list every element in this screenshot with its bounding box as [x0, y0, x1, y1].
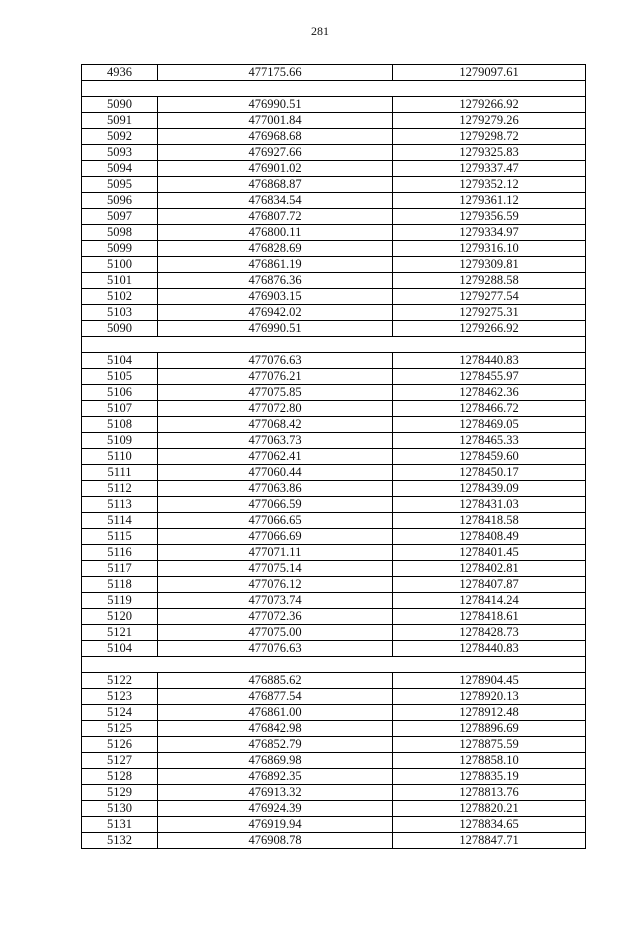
block-separator-row — [82, 337, 586, 353]
point-id-cell: 5101 — [82, 273, 158, 289]
point-id-cell: 5125 — [82, 721, 158, 737]
y-coordinate-cell: 1278462.36 — [393, 385, 586, 401]
x-coordinate-cell: 477066.69 — [158, 529, 393, 545]
point-id-cell: 5092 — [82, 129, 158, 145]
x-coordinate-cell: 476908.78 — [158, 833, 393, 849]
x-coordinate-cell: 477073.74 — [158, 593, 393, 609]
table-row — [82, 193, 586, 209]
y-coordinate-cell: 1278402.81 — [393, 561, 586, 577]
table-row — [82, 817, 586, 833]
table-row — [82, 785, 586, 801]
x-coordinate-cell: 476919.94 — [158, 817, 393, 833]
y-coordinate-cell: 1278401.45 — [393, 545, 586, 561]
y-coordinate-cell: 1278414.24 — [393, 593, 586, 609]
y-coordinate-cell: 1278418.58 — [393, 513, 586, 529]
y-coordinate-cell: 1278835.19 — [393, 769, 586, 785]
x-coordinate-cell: 477072.80 — [158, 401, 393, 417]
table-row — [82, 401, 586, 417]
table-row — [82, 561, 586, 577]
point-id-cell: 5090 — [82, 97, 158, 113]
point-id-cell: 5130 — [82, 801, 158, 817]
table-row — [82, 433, 586, 449]
y-coordinate-cell: 1278440.83 — [393, 353, 586, 369]
x-coordinate-cell: 476877.54 — [158, 689, 393, 705]
x-coordinate-cell: 476927.66 — [158, 145, 393, 161]
x-coordinate-cell: 477062.41 — [158, 449, 393, 465]
y-coordinate-cell: 1279337.47 — [393, 161, 586, 177]
point-id-cell: 5100 — [82, 257, 158, 273]
y-coordinate-cell: 1278465.33 — [393, 433, 586, 449]
point-id-cell: 5090 — [82, 321, 158, 337]
table-row — [82, 737, 586, 753]
y-coordinate-cell: 1279325.83 — [393, 145, 586, 161]
table-row — [82, 97, 586, 113]
table-row — [82, 769, 586, 785]
x-coordinate-cell: 476968.68 — [158, 129, 393, 145]
table-row — [82, 625, 586, 641]
table-row — [82, 369, 586, 385]
x-coordinate-cell: 476861.19 — [158, 257, 393, 273]
y-coordinate-cell: 1278455.97 — [393, 369, 586, 385]
table-row — [82, 689, 586, 705]
separator-cell — [82, 657, 586, 673]
point-id-cell: 5124 — [82, 705, 158, 721]
y-coordinate-cell: 1278450.17 — [393, 465, 586, 481]
y-coordinate-cell: 1278912.48 — [393, 705, 586, 721]
x-coordinate-cell: 476869.98 — [158, 753, 393, 769]
x-coordinate-cell: 476852.79 — [158, 737, 393, 753]
table-row — [82, 161, 586, 177]
coordinates-table — [81, 64, 586, 849]
y-coordinate-cell: 1278847.71 — [393, 833, 586, 849]
x-coordinate-cell: 476876.36 — [158, 273, 393, 289]
table-row — [82, 673, 586, 689]
point-id-cell: 5107 — [82, 401, 158, 417]
y-coordinate-cell: 1279266.92 — [393, 321, 586, 337]
y-coordinate-cell: 1278858.10 — [393, 753, 586, 769]
table-row — [82, 289, 586, 305]
point-id-cell: 5095 — [82, 177, 158, 193]
table-row — [82, 417, 586, 433]
x-coordinate-cell: 476807.72 — [158, 209, 393, 225]
table-row — [82, 241, 586, 257]
point-id-cell: 5099 — [82, 241, 158, 257]
y-coordinate-cell: 1278408.49 — [393, 529, 586, 545]
table-row — [82, 129, 586, 145]
table-row — [82, 545, 586, 561]
point-id-cell: 5108 — [82, 417, 158, 433]
point-id-cell: 5119 — [82, 593, 158, 609]
point-id-cell: 5121 — [82, 625, 158, 641]
y-coordinate-cell: 1279334.97 — [393, 225, 586, 241]
table-row — [82, 113, 586, 129]
y-coordinate-cell: 1279275.31 — [393, 305, 586, 321]
x-coordinate-cell: 477063.86 — [158, 481, 393, 497]
y-coordinate-cell: 1278920.13 — [393, 689, 586, 705]
point-id-cell: 5128 — [82, 769, 158, 785]
point-id-cell: 5109 — [82, 433, 158, 449]
y-coordinate-cell: 1279279.26 — [393, 113, 586, 129]
point-id-cell: 5094 — [82, 161, 158, 177]
table-row — [82, 449, 586, 465]
x-coordinate-cell: 477001.84 — [158, 113, 393, 129]
x-coordinate-cell: 476942.02 — [158, 305, 393, 321]
y-coordinate-cell: 1278904.45 — [393, 673, 586, 689]
y-coordinate-cell: 1278431.03 — [393, 497, 586, 513]
y-coordinate-cell: 1278407.87 — [393, 577, 586, 593]
x-coordinate-cell: 476913.32 — [158, 785, 393, 801]
x-coordinate-cell: 476990.51 — [158, 321, 393, 337]
point-id-cell: 5117 — [82, 561, 158, 577]
table-row — [82, 273, 586, 289]
point-id-cell: 5114 — [82, 513, 158, 529]
table-row — [82, 305, 586, 321]
x-coordinate-cell: 477076.21 — [158, 369, 393, 385]
point-id-cell: 5118 — [82, 577, 158, 593]
x-coordinate-cell: 476842.98 — [158, 721, 393, 737]
y-coordinate-cell: 1279356.59 — [393, 209, 586, 225]
point-id-cell: 5098 — [82, 225, 158, 241]
y-coordinate-cell: 1278459.60 — [393, 449, 586, 465]
y-coordinate-cell: 1278428.73 — [393, 625, 586, 641]
y-coordinate-cell: 1278418.61 — [393, 609, 586, 625]
table-row — [82, 177, 586, 193]
table-row — [82, 65, 586, 81]
table-row — [82, 257, 586, 273]
table-row — [82, 593, 586, 609]
x-coordinate-cell: 477066.59 — [158, 497, 393, 513]
table-row — [82, 577, 586, 593]
point-id-cell: 5115 — [82, 529, 158, 545]
x-coordinate-cell: 477076.12 — [158, 577, 393, 593]
block-separator-row — [82, 657, 586, 673]
x-coordinate-cell: 477076.63 — [158, 353, 393, 369]
coordinates-table-body — [82, 65, 586, 849]
point-id-cell: 5132 — [82, 833, 158, 849]
x-coordinate-cell: 477071.11 — [158, 545, 393, 561]
y-coordinate-cell: 1279097.61 — [393, 65, 586, 81]
y-coordinate-cell: 1278834.65 — [393, 817, 586, 833]
y-coordinate-cell: 1279277.54 — [393, 289, 586, 305]
table-row — [82, 145, 586, 161]
y-coordinate-cell: 1278469.05 — [393, 417, 586, 433]
page-number: 281 — [311, 24, 329, 38]
table-row — [82, 497, 586, 513]
table-row — [82, 209, 586, 225]
x-coordinate-cell: 477060.44 — [158, 465, 393, 481]
point-id-cell: 5116 — [82, 545, 158, 561]
point-id-cell: 5131 — [82, 817, 158, 833]
table-row — [82, 721, 586, 737]
point-id-cell: 5103 — [82, 305, 158, 321]
y-coordinate-cell: 1278875.59 — [393, 737, 586, 753]
point-id-cell: 5113 — [82, 497, 158, 513]
point-id-cell: 5120 — [82, 609, 158, 625]
table-row — [82, 609, 586, 625]
y-coordinate-cell: 1278820.21 — [393, 801, 586, 817]
point-id-cell: 5129 — [82, 785, 158, 801]
x-coordinate-cell: 477075.00 — [158, 625, 393, 641]
x-coordinate-cell: 476903.15 — [158, 289, 393, 305]
table-row — [82, 353, 586, 369]
point-id-cell: 5127 — [82, 753, 158, 769]
table-row — [82, 641, 586, 657]
table-row — [82, 801, 586, 817]
x-coordinate-cell: 476861.00 — [158, 705, 393, 721]
point-id-cell: 5122 — [82, 673, 158, 689]
x-coordinate-cell: 476901.02 — [158, 161, 393, 177]
y-coordinate-cell: 1279309.81 — [393, 257, 586, 273]
y-coordinate-cell: 1279352.12 — [393, 177, 586, 193]
separator-cell — [82, 81, 586, 97]
x-coordinate-cell: 477072.36 — [158, 609, 393, 625]
table-row — [82, 481, 586, 497]
y-coordinate-cell: 1278466.72 — [393, 401, 586, 417]
table-row — [82, 225, 586, 241]
point-id-cell: 5111 — [82, 465, 158, 481]
y-coordinate-cell: 1278896.69 — [393, 721, 586, 737]
x-coordinate-cell: 477066.65 — [158, 513, 393, 529]
x-coordinate-cell: 477075.85 — [158, 385, 393, 401]
y-coordinate-cell: 1278813.76 — [393, 785, 586, 801]
x-coordinate-cell: 477068.42 — [158, 417, 393, 433]
x-coordinate-cell: 476892.35 — [158, 769, 393, 785]
x-coordinate-cell: 476868.87 — [158, 177, 393, 193]
table-row — [82, 321, 586, 337]
point-id-cell: 5112 — [82, 481, 158, 497]
separator-cell — [82, 337, 586, 353]
y-coordinate-cell: 1279288.58 — [393, 273, 586, 289]
table-row — [82, 705, 586, 721]
point-id-cell: 4936 — [82, 65, 158, 81]
point-id-cell: 5110 — [82, 449, 158, 465]
table-row — [82, 753, 586, 769]
x-coordinate-cell: 476828.69 — [158, 241, 393, 257]
point-id-cell: 5105 — [82, 369, 158, 385]
table-row — [82, 833, 586, 849]
point-id-cell: 5126 — [82, 737, 158, 753]
point-id-cell: 5097 — [82, 209, 158, 225]
point-id-cell: 5096 — [82, 193, 158, 209]
x-coordinate-cell: 476990.51 — [158, 97, 393, 113]
x-coordinate-cell: 477076.63 — [158, 641, 393, 657]
x-coordinate-cell: 476800.11 — [158, 225, 393, 241]
x-coordinate-cell: 476924.39 — [158, 801, 393, 817]
x-coordinate-cell: 476834.54 — [158, 193, 393, 209]
x-coordinate-cell: 477063.73 — [158, 433, 393, 449]
block-separator-row — [82, 81, 586, 97]
y-coordinate-cell: 1279298.72 — [393, 129, 586, 145]
y-coordinate-cell: 1279266.92 — [393, 97, 586, 113]
table-row — [82, 465, 586, 481]
x-coordinate-cell: 477075.14 — [158, 561, 393, 577]
x-coordinate-cell: 476885.62 — [158, 673, 393, 689]
point-id-cell: 5102 — [82, 289, 158, 305]
table-row — [82, 513, 586, 529]
point-id-cell: 5104 — [82, 353, 158, 369]
table-row — [82, 385, 586, 401]
y-coordinate-cell: 1278440.83 — [393, 641, 586, 657]
point-id-cell: 5104 — [82, 641, 158, 657]
y-coordinate-cell: 1279361.12 — [393, 193, 586, 209]
table-row — [82, 529, 586, 545]
y-coordinate-cell: 1278439.09 — [393, 481, 586, 497]
point-id-cell: 5091 — [82, 113, 158, 129]
x-coordinate-cell: 477175.66 — [158, 65, 393, 81]
point-id-cell: 5106 — [82, 385, 158, 401]
y-coordinate-cell: 1279316.10 — [393, 241, 586, 257]
point-id-cell: 5093 — [82, 145, 158, 161]
point-id-cell: 5123 — [82, 689, 158, 705]
